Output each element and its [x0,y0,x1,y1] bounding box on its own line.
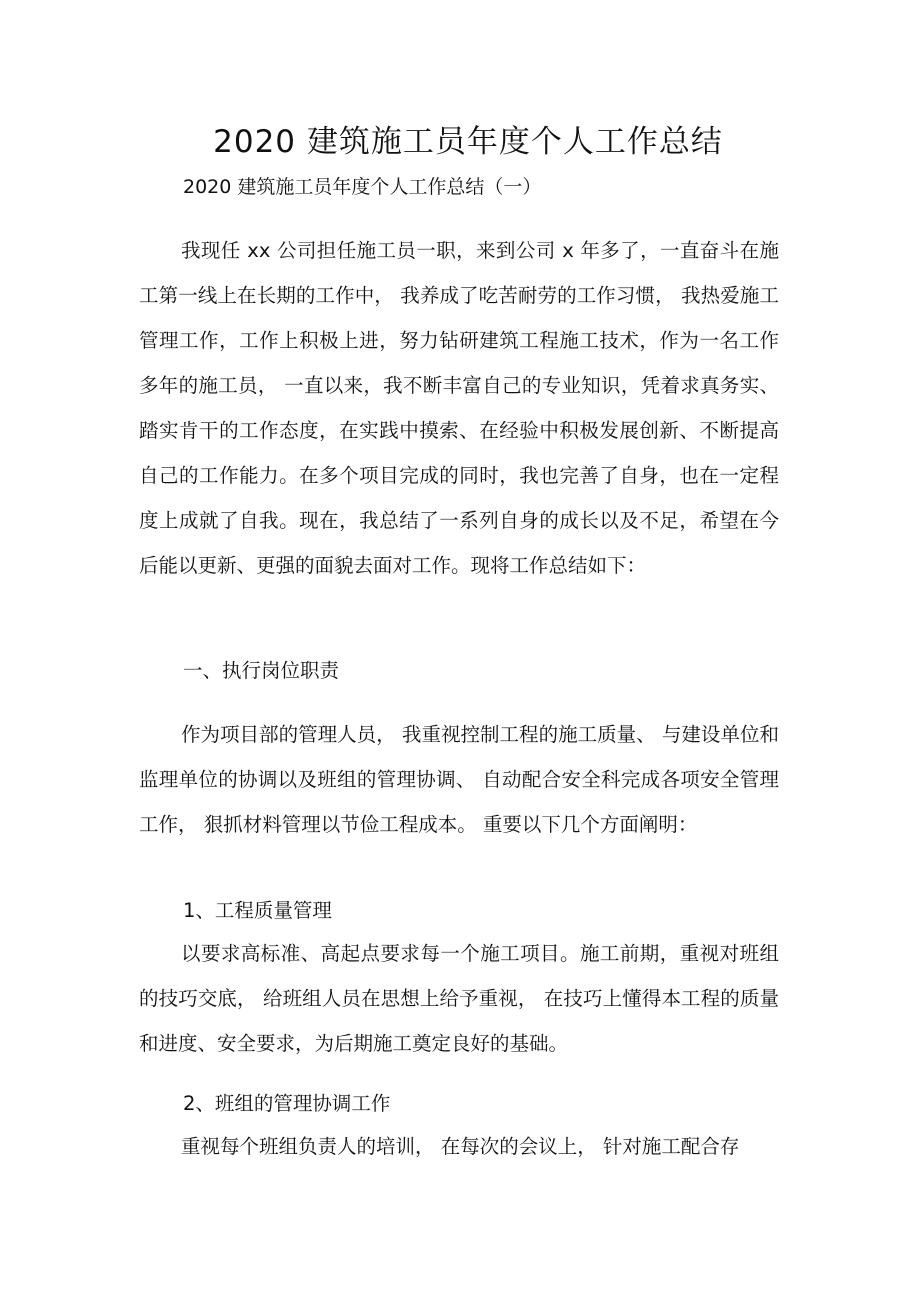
document-title: 2020 建筑施工员年度个人工作总结 [213,124,723,160]
section-heading-duties: 一、执行岗位职责 [183,659,340,682]
paragraph-duties: 作为项目部的管理人员， 我重视控制工程的施工质量、 与建设单位和监理单位的协调以及班组的管理协调、 自动配合安全科完成各项安全管理工作， 狠抓材料管理以节俭工程成本。 重要以下几个方面阐明： [139,723,779,836]
section-heading-quality: 1、工程质量管理 [183,899,332,922]
section-heading-team-coordination: 2、班组的管理协调工作 [183,1092,391,1115]
paragraph-team-coordination: 重视每个班组负责人的培训， 在每次的会议上， 针对施工配合存 [181,1135,740,1158]
paragraph-quality: 以要求高标准、高起点要求每一个施工项目。施工前期，重视对班组的技巧交底， 给班组人员在思想上给予重视， 在技巧上懂得本工程的质量和进度、安全要求，为后期施工奠定良好的基础。 [139,942,779,1055]
paragraph-intro: 我现任 xx 公司担任施工员一职，来到公司 x 年多了，一直奋斗在施工第一线上在长期的工作中， 我养成了吃苦耐劳的工作习惯， 我热爱施工管理工作，工作上积极上进，努力钻研建筑工程施工技术，作为一名工作多年的施工员， 一直以来，我不断丰富自己的专业知识，凭着求真务实、踏实肯干的工作态度，在实践中摸索、在经验中积极发展创新、不断提高自己的工作能力。在多个项目完成的同时，我也完善了自身，也在一定程度上成就了自我。现在，我总结了一系列自身的成长以及不足，希望在今后能以更新、更强的面貌去面对工作。现将工作总结如下： [139,239,779,577]
document-subtitle: 2020 建筑施工员年度个人工作总结（一） [183,176,542,198]
